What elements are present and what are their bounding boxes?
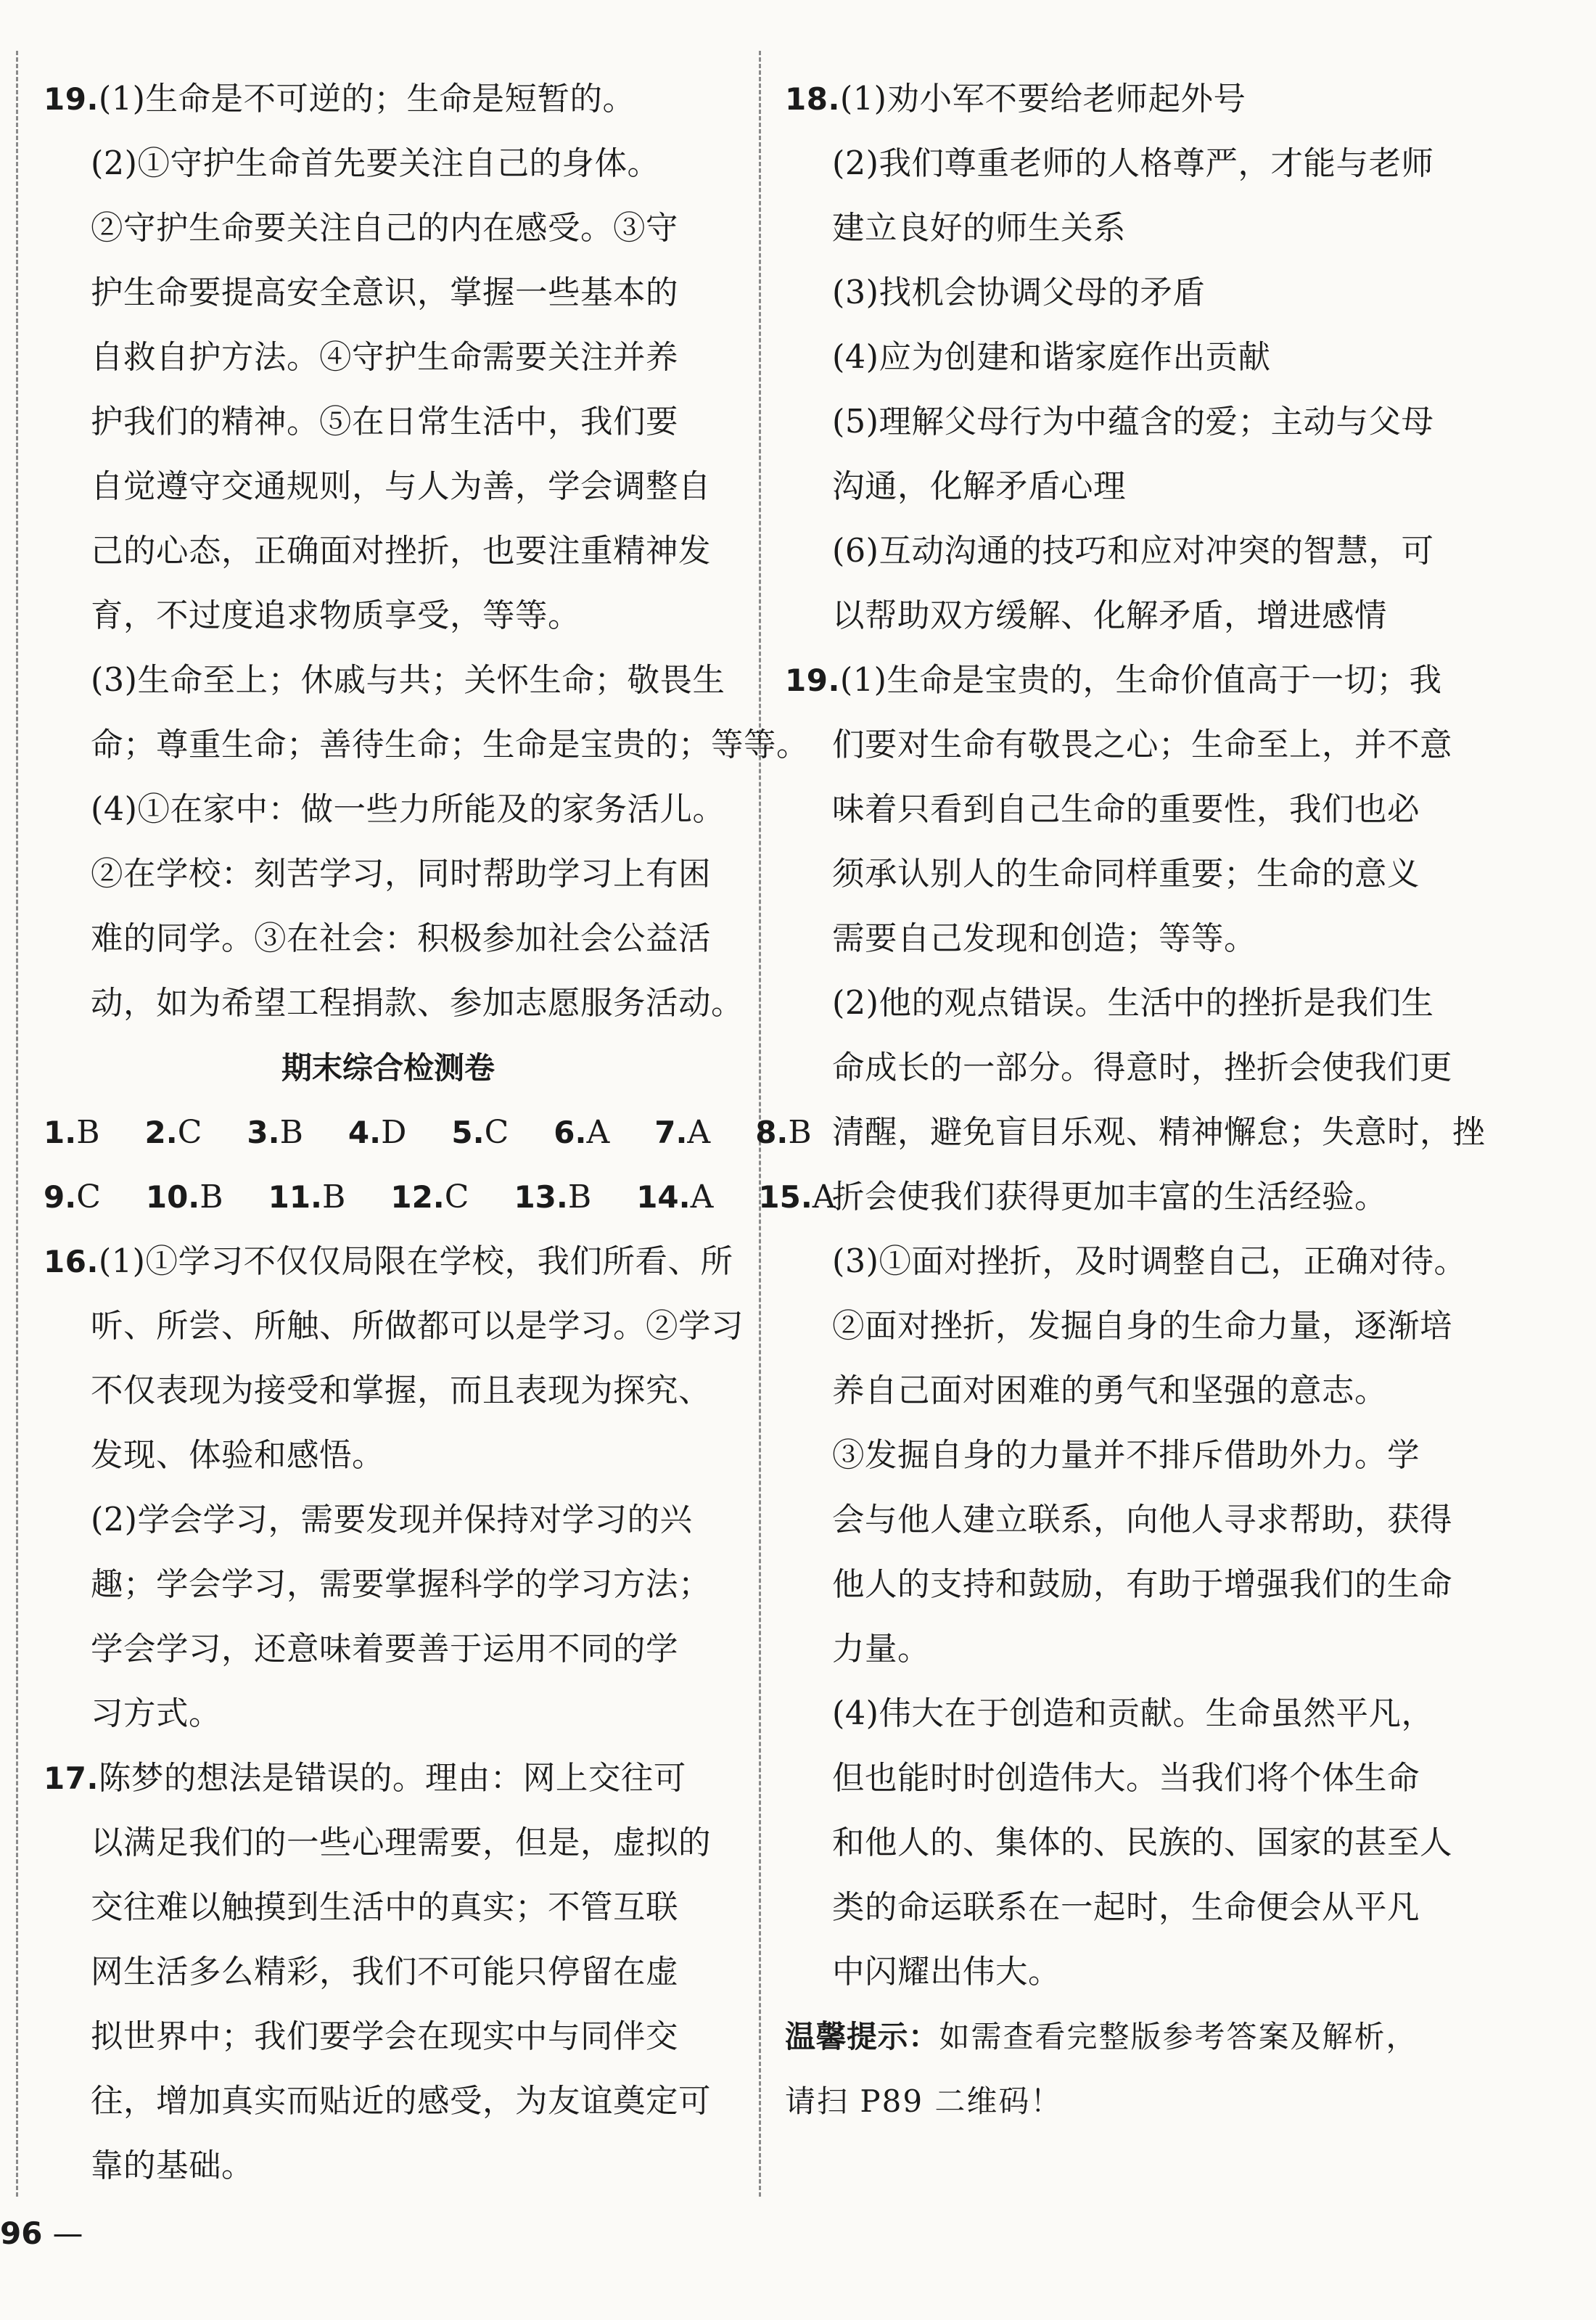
- answer-line: [44, 519, 733, 583]
- mc-row: [44, 1165, 836, 1229]
- mc-choice: C: [76, 1179, 101, 1216]
- answer-line: [785, 1100, 1486, 1165]
- mc-choice: B: [200, 1179, 223, 1216]
- answer-text: (6)互动沟通的技巧和应对冲突的智慧，可: [832, 533, 1434, 570]
- answer-text: 沟通，化解矛盾心理: [832, 468, 1127, 505]
- answer-text: 类的命运联系在一起时，生命便会从平凡: [832, 1889, 1420, 1926]
- answer-line: [785, 648, 1481, 713]
- answer-line: [785, 1746, 1481, 1811]
- answer-line: [44, 67, 733, 131]
- answer-line: [44, 196, 733, 261]
- mc-choice: B: [322, 1179, 346, 1216]
- answer-text: 陈梦的想法是错误的。理由：网上交往可: [98, 1760, 686, 1797]
- mc-number: 15.: [758, 1179, 813, 1215]
- answer-text: 折会使我们获得更加丰富的生活经验。: [832, 1179, 1388, 1216]
- answer-text: 难的同学。③在社会：积极参加社会公益活: [91, 920, 712, 957]
- answer-text: 们要对生命有敬畏之心；生命至上，并不意: [832, 726, 1453, 763]
- answer-text: 趣；学会学习，需要掌握科学的学习方法；: [91, 1566, 712, 1603]
- tip-text: 如需查看完整版参考答案及解析，: [939, 2019, 1418, 2054]
- answer-text: 需要自己发现和创造；等等。: [832, 920, 1257, 957]
- answer-text: 动，如为希望工程捐款、参加志愿服务活动。: [91, 985, 744, 1022]
- answer-text: 力量。: [832, 1631, 931, 1668]
- answer-text: (4)①在家中：做一些力所能及的家务活儿。: [91, 791, 725, 828]
- answer-line: [785, 325, 1481, 390]
- mc-choice: D: [381, 1114, 407, 1151]
- mc-number: 12.: [390, 1179, 445, 1215]
- answer-text: 靠的基础。: [91, 2147, 255, 2184]
- mc-number: 1.: [44, 1115, 77, 1150]
- mc-choice: C: [444, 1179, 469, 1216]
- answer-line: [44, 971, 744, 1036]
- mc-choice: A: [690, 1179, 714, 1216]
- mc-number: 5.: [451, 1115, 485, 1150]
- answer-text: ②面对挫折，发掘自身的生命力量，逐渐培: [832, 1308, 1453, 1345]
- mc-answer: [268, 1165, 346, 1229]
- answer-text: (4)应为创建和谐家庭作出贡献: [832, 339, 1271, 376]
- tip-line-2: [785, 2069, 1481, 2134]
- answer-line: [785, 1165, 1481, 1229]
- right-column: [785, 67, 1486, 2134]
- answer-line: [785, 196, 1481, 261]
- answer-line: [44, 777, 733, 842]
- answer-text: 拟世界中；我们要学会在现实中与同伴交: [91, 2018, 679, 2055]
- answer-line: [44, 454, 733, 519]
- answer-line: [44, 1552, 733, 1617]
- mc-number: 4.: [347, 1115, 382, 1150]
- answer-text: 自救自护方法。④守护生命需要关注并养: [91, 339, 679, 376]
- answer-line: [785, 713, 1481, 777]
- mc-number: 3.: [247, 1115, 280, 1150]
- answer-line: [785, 1617, 1481, 1681]
- tip-text-2: 请扫 P89 二维码！: [785, 2083, 1063, 2119]
- answer-line: [44, 906, 733, 971]
- multiple-choice-answers: [44, 1100, 836, 1229]
- answer-line: [44, 1423, 733, 1488]
- answer-line: [785, 1488, 1481, 1552]
- question-number: 18.: [785, 81, 840, 117]
- answer-text: 护我们的精神。⑤在日常生活中，我们要: [91, 403, 679, 440]
- answer-text: 命；尊重生命；善待生命；生命是宝贵的；等等。: [91, 726, 810, 763]
- answer-line: [44, 842, 733, 906]
- answer-line: [44, 1681, 733, 1746]
- answer-line: [785, 454, 1481, 519]
- answer-text: (3)找机会协调父母的矛盾: [832, 274, 1206, 311]
- answer-line: [44, 648, 733, 713]
- answer-line: [785, 1681, 1481, 1746]
- answer-text: (1)劝小军不要给老师起外号: [839, 81, 1246, 118]
- answer-16: [44, 1229, 744, 1746]
- answer-line: [44, 390, 733, 454]
- answer-line: [44, 325, 733, 390]
- mc-choice: B: [567, 1179, 592, 1216]
- answer-line: [785, 131, 1481, 196]
- answer-line: [44, 1294, 744, 1358]
- mc-answer: [146, 1165, 223, 1229]
- page-number-value: 96: [0, 2216, 43, 2251]
- answer-line: [785, 1811, 1481, 1875]
- mc-answer: [514, 1165, 591, 1229]
- answer-line: [44, 261, 733, 325]
- answer-text: 以帮助双方缓解、化解矛盾，增进感情: [832, 597, 1388, 634]
- answer-line: [44, 1746, 733, 1811]
- mc-number: 13.: [514, 1179, 568, 1215]
- mc-number: 8.: [755, 1115, 789, 1150]
- mc-number: 14.: [636, 1179, 691, 1215]
- answer-17: [44, 1746, 733, 2198]
- answer-line: [785, 583, 1481, 648]
- mc-answer: [247, 1100, 303, 1165]
- answer-text: 须承认别人的生命同样重要；生命的意义: [832, 856, 1420, 893]
- answer-text: 发现、体验和感悟。: [91, 1437, 385, 1474]
- answer-text: (3)生命至上；休戚与共；关怀生命；敬畏生: [91, 662, 725, 699]
- answer-line: [44, 131, 733, 196]
- answer-text: 但也能时时创造伟大。当我们将个体生命: [832, 1760, 1420, 1797]
- answer-text: 己的心态，正确面对挫折，也要注重精神发: [91, 533, 712, 570]
- mc-number: 6.: [554, 1115, 587, 1150]
- answer-text: (2)学会学习，需要发现并保持对学习的兴: [91, 1501, 693, 1538]
- answer-text: (1)①学习不仅仅局限在学校，我们所看、所: [98, 1243, 733, 1280]
- answer-line: [44, 1940, 733, 2004]
- answer-text: 往，增加真实而贴近的感受，为友谊奠定可: [91, 2083, 712, 2120]
- answer-line: [44, 1811, 733, 1875]
- answer-text: 会与他人建立联系，向他人寻求帮助，获得: [832, 1501, 1453, 1538]
- answer-text: (1)生命是宝贵的，生命价值高于一切；我: [839, 662, 1442, 699]
- answer-text: 学会学习，还意味着要善于运用不同的学: [91, 1631, 679, 1668]
- mc-choice: C: [177, 1114, 202, 1151]
- answer-text: 交往难以触摸到生活中的真实；不管互联: [91, 1889, 679, 1926]
- answer-line: [785, 67, 1481, 131]
- answer-line: [785, 1229, 1481, 1294]
- answer-line: [785, 777, 1481, 842]
- answer-19-left: [44, 67, 810, 1036]
- answer-line: [785, 1875, 1481, 1940]
- answer-line: [785, 842, 1481, 906]
- answer-line: [44, 1358, 733, 1423]
- answer-text: 味着只看到自己生命的重要性，我们也必: [832, 791, 1420, 828]
- answer-text: 习方式。: [91, 1695, 222, 1732]
- mc-choice: B: [788, 1114, 812, 1151]
- mc-answer: [44, 1165, 101, 1229]
- mc-answer: [44, 1100, 100, 1165]
- answer-text: 他人的支持和鼓励，有助于增强我们的生命: [832, 1566, 1453, 1603]
- mc-number: 9.: [44, 1179, 77, 1215]
- answer-19-right: [785, 648, 1486, 2004]
- answer-line: [44, 1617, 733, 1681]
- mc-choice: A: [812, 1179, 836, 1216]
- answer-line: [44, 713, 810, 777]
- mc-answer: [451, 1100, 509, 1165]
- answer-line: [785, 390, 1481, 454]
- answer-text: (2)他的观点错误。生活中的挫折是我们生: [832, 985, 1434, 1022]
- mc-answer: [654, 1100, 710, 1165]
- mc-answer: [636, 1165, 713, 1229]
- answer-18: [785, 67, 1481, 648]
- mc-number: 2.: [144, 1115, 178, 1150]
- mc-choice: A: [687, 1114, 711, 1151]
- mc-row: [44, 1100, 812, 1165]
- answer-line: [44, 2069, 733, 2134]
- answer-text: 和他人的、集体的、民族的、国家的甚至人: [832, 1824, 1453, 1861]
- mc-number: 7.: [654, 1115, 688, 1150]
- answer-text: 护生命要提高安全意识，掌握一些基本的: [91, 274, 679, 311]
- answer-line: [44, 1875, 733, 1940]
- answer-text: 育，不过度追求物质享受，等等。: [91, 597, 581, 634]
- answer-line: [785, 1036, 1481, 1100]
- left-margin-divider: [16, 51, 18, 2197]
- answer-text: 命成长的一部分。得意时，挫折会使我们更: [832, 1049, 1453, 1086]
- answer-line: [785, 1423, 1481, 1488]
- page-number: 96 —: [0, 2216, 83, 2251]
- answer-line: [44, 583, 733, 648]
- answer-line: [785, 1552, 1481, 1617]
- answer-text: 清醒，避免盲目乐观、精神懈怠；失意时，挫: [832, 1114, 1486, 1151]
- answer-text: 听、所尝、所触、所做都可以是学习。②学习: [91, 1308, 744, 1345]
- answer-text: 网生活多么精彩，我们不可能只停留在虚: [91, 1954, 679, 1991]
- answer-text: ②守护生命要关注自己的内在感受。③守: [91, 210, 679, 247]
- question-number: 17.: [44, 1761, 99, 1796]
- tip-label: 温馨提示：: [785, 2019, 939, 2054]
- answer-line: [785, 1940, 1481, 2004]
- answer-line: [44, 2134, 733, 2198]
- question-number: 16.: [44, 1244, 99, 1279]
- mc-choice: C: [484, 1114, 509, 1151]
- answer-line: [785, 519, 1481, 583]
- answer-text: 建立良好的师生关系: [832, 210, 1127, 247]
- mc-answer: [145, 1100, 202, 1165]
- answer-text: 养自己面对困难的勇气和坚强的意志。: [832, 1372, 1388, 1409]
- mc-number: 11.: [268, 1179, 323, 1215]
- answer-text: 以满足我们的一些心理需要，但是，虚拟的: [91, 1824, 712, 1861]
- answer-line: [44, 2004, 733, 2069]
- answer-line: [785, 1294, 1481, 1358]
- answer-line: [785, 906, 1481, 971]
- mc-choice: B: [279, 1114, 303, 1151]
- answer-line: [785, 971, 1481, 1036]
- answer-text: ②在学校：刻苦学习，同时帮助学习上有困: [91, 856, 712, 893]
- answer-text: (4)伟大在于创造和贡献。生命虽然平凡，: [832, 1695, 1434, 1732]
- answer-text: 不仅表现为接受和掌握，而且表现为探究、: [91, 1372, 712, 1409]
- tip-line-1: [785, 2004, 1481, 2069]
- answer-text: (2)我们尊重老师的人格尊严，才能与老师: [832, 145, 1434, 182]
- mc-number: 10.: [145, 1179, 200, 1215]
- answer-text: ③发掘自身的力量并不排斥借助外力。学: [832, 1437, 1420, 1474]
- answer-line: [785, 1358, 1481, 1423]
- answer-line: [44, 1229, 733, 1294]
- mc-choice: B: [76, 1114, 100, 1151]
- mc-answer: [554, 1100, 609, 1165]
- section-title: 期末综合检测卷: [281, 1050, 495, 1086]
- mc-answer: [390, 1165, 469, 1229]
- question-number: 19.: [785, 663, 840, 698]
- answer-text: (5)理解父母行为中蕴含的爱；主动与父母: [832, 403, 1434, 440]
- question-number: 19.: [44, 81, 99, 117]
- answer-text: 自觉遵守交通规则，与人为善，学会调整自: [91, 468, 712, 505]
- answer-text: (1)生命是不可逆的；生命是短暂的。: [98, 81, 635, 118]
- answer-text: 中闪耀出伟大。: [832, 1954, 1061, 1991]
- mc-answer: [348, 1100, 406, 1165]
- answer-line: [785, 261, 1481, 325]
- answer-line: [44, 1488, 733, 1552]
- mc-choice: A: [586, 1114, 610, 1151]
- answer-text: (2)①守护生命首先要关注自己的身体。: [91, 145, 660, 182]
- answer-text: (3)①面对挫折，及时调整自己，正确对待。: [832, 1243, 1467, 1280]
